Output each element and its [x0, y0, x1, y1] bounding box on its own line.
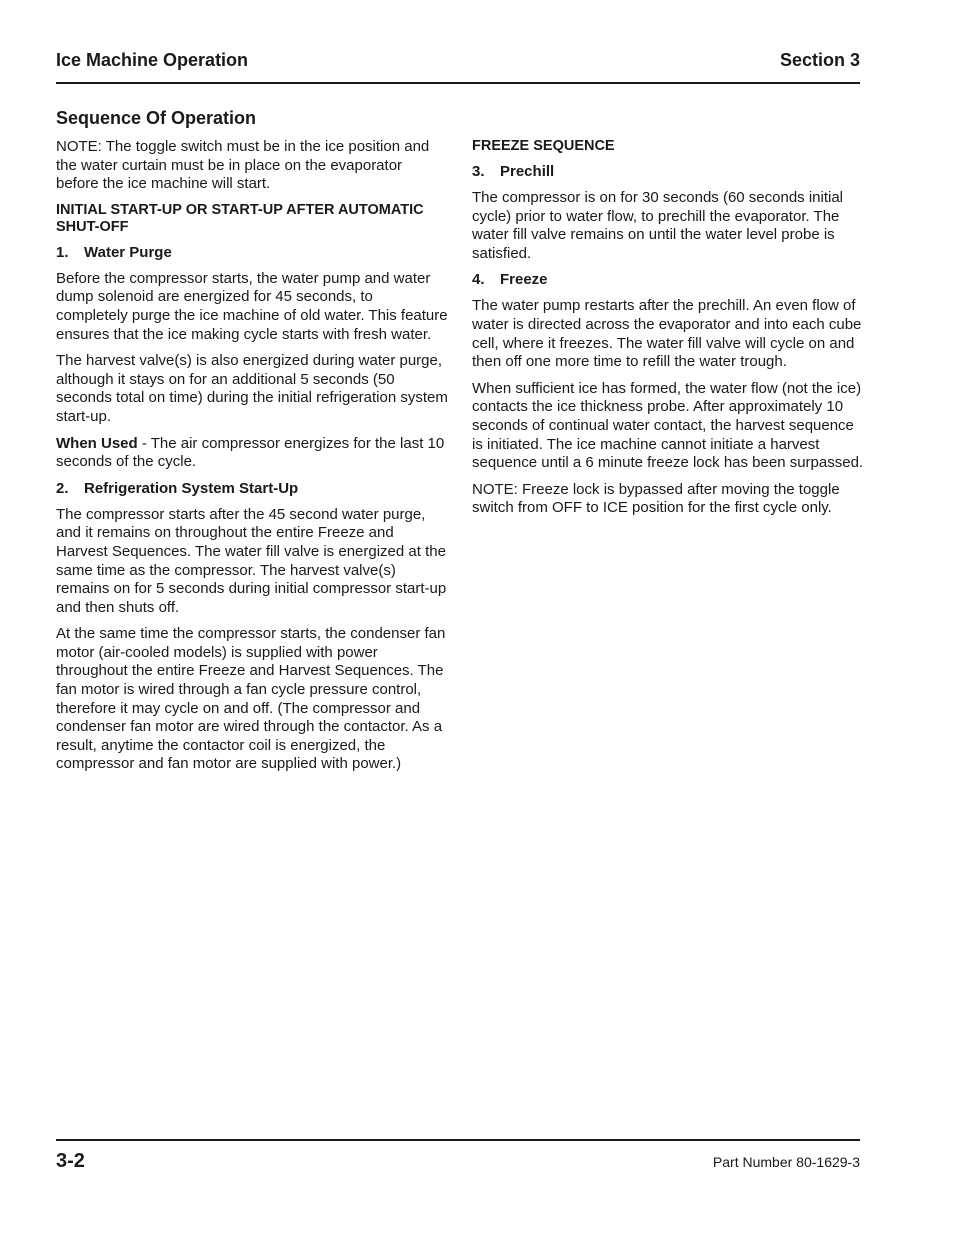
step-label: Water Purge: [84, 243, 172, 261]
step-prechill: [472, 163, 864, 181]
freeze-sequence-heading: FREEZE SEQUENCE: [472, 138, 615, 154]
initial-startup-heading: INITIAL START-UP OR START-UP AFTER AUTOMATIC SHUT-OFF: [56, 201, 424, 235]
right-column: [472, 106, 864, 526]
step-number: 1.: [56, 243, 69, 261]
condenser-fan-paragraph: At the same time the compressor starts, the condenser fan motor (air-cooled models) is supplied with power throughout the entire Freeze and Harvest Sequences. The fan motor is wired through a fan cycle pressure control, therefore it may cycle on and off. (The compressor and condenser fan motor are wired through the contactor. As a result, anytime the contactor coil is energized, the compressor and fan motor are supplied with power.): [56, 625, 446, 773]
step-number: 2.: [56, 479, 69, 497]
left-column: [56, 106, 448, 782]
freeze-paragraph: The water pump restarts after the prechill. An even flow of water is directed across the evaporator and into each cube cell, where it freezes. The water fill valve will cycle on and then off one more time to refill the water trough.: [472, 297, 862, 371]
step-freeze: [472, 271, 864, 289]
page-footer: [56, 1150, 860, 1173]
step-label: Freeze: [500, 271, 548, 289]
when-used-label: When Used: [56, 434, 138, 452]
prechill-paragraph: The compressor is on for 30 seconds (60 seconds initial cycle) prior to water flow, to prechill the evaporator. The water fill valve remains on until the water level probe is satisfied.: [472, 189, 844, 262]
compressor-start-paragraph: The compressor starts after the 45 second water purge, and it remains on throughout the entire Freeze and Harvest Sequences. The water fill valve is energized at the same time as the compressor. The harvest valve(s) remains on for 5 seconds during initial compressor start-up and then shuts off.: [56, 505, 447, 616]
header-title: Ice Machine Operation: [56, 50, 249, 70]
when-used-text: - The air compressor energizes for the last 10 seconds of the cycle.: [56, 434, 445, 471]
note-freeze-lock: NOTE: Freeze lock is bypassed after moving the toggle switch from OFF to ICE position for the first cycle only.: [472, 480, 840, 517]
footer-rule: [56, 1139, 860, 1141]
step-number: 3.: [472, 163, 485, 180]
step-number: 4.: [472, 271, 485, 289]
section-title: Sequence Of Operation: [56, 108, 257, 128]
water-purge-paragraph: Before the compressor starts, the water pump and water dump solenoid are energized for 45 seconds, to completely purge the ice machine of old water. This feature ensures that the ice making cycle starts with fresh water.: [56, 269, 448, 343]
page-number: 3-2: [56, 1150, 85, 1172]
harvest-valve-paragraph: The harvest valve(s) is also energized during water purge, although it stays on for an additional 5 seconds (50 seconds total on time) during the initial refrigeration system start-up.: [56, 352, 448, 425]
step-refrigeration-startup: [56, 480, 448, 498]
when-used-paragraph: [56, 435, 448, 472]
step-water-purge: [56, 244, 448, 262]
page-header: [56, 50, 860, 71]
step-label: Refrigeration System Start-Up: [84, 479, 299, 497]
part-number: Part Number 80-1629-3: [712, 1153, 860, 1170]
header-section: Section 3: [779, 50, 860, 70]
header-rule: [56, 82, 860, 84]
step-label: Prechill: [500, 163, 555, 180]
note-toggle-switch: NOTE: The toggle switch must be in the ice position and the water curtain must be in place on the evaporator before the ice machine will start.: [56, 138, 430, 193]
ice-thickness-paragraph: When sufficient ice has formed, the water flow (not the ice) contacts the ice thickness probe. After approximately 10 seconds of continual water contact, the harvest sequence is initiated. The ice machine cannot initiate a harvest sequence until a 6 minute freeze lock has been surpassed.: [472, 379, 864, 472]
